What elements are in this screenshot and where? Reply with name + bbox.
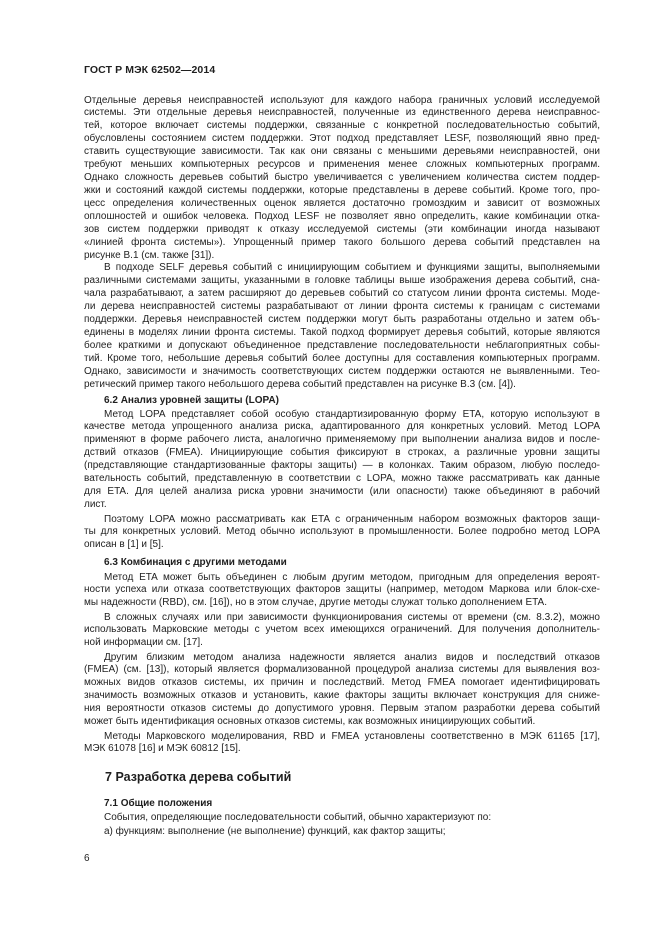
text-line: ния вероятности отказов системы до допустимого уровня. Первым этапом разработки дерева событий <box>84 703 600 715</box>
text-line: Отдельные деревья неисправностей используют для каждого набора граничных условий исследуемой <box>84 94 600 106</box>
text-line: Поэтому LOPA можно рассматривать как ETA с ограниченным набором возможных факторов защи- <box>104 513 600 525</box>
text-line: дствий отказов (FMEA). Инициирующие события фиксируют в строках, а различные уровни защиты <box>84 447 600 459</box>
section-heading-7 <box>84 770 621 785</box>
text-line: ли дерева неисправностей системы разрабатывают от линии фронта системы к границам с системами <box>84 300 600 312</box>
text-line: ретический пример такого небольшого дерева событий представлен на рисунке В.3 (см. [4]). <box>84 378 516 390</box>
list-item: а) функциям: выполнение (не выполнение) функций, как фактор защиты; <box>104 825 446 837</box>
text-line: Другим близким методом анализа надежности является анализ видов и последствий отказов <box>104 651 600 663</box>
section-number: 7 <box>105 769 112 784</box>
section-number: 7.1 <box>104 797 118 809</box>
text-line: тей, которое включает системы поддержки, связанные с конкретной последовательностью событий, <box>84 120 600 132</box>
text-line: различными системами защиты, указанными в головке таблицы выше изображения дерева событий, сна- <box>84 274 600 286</box>
text-line: (представляющие стандартизованные факторы защиты) — в колонках. Таким образом, любую последо- <box>84 460 600 472</box>
text-line: оплошностей и ошибок человека. Подход LESF не позволяет явно определить, какие комбинации отка- <box>84 211 600 223</box>
section-title: Анализ уровней защиты (LOPA) <box>120 394 279 406</box>
section-heading-6-2 <box>84 394 620 407</box>
paragraph <box>84 262 600 392</box>
text-line: обусловлены состоянием систем поддержки. Этот подход представляет LESF, позволяющий явно пред- <box>84 133 600 145</box>
text-line: требуют меньших компьютерных ресурсов и применения менее сложных компьютерных программ. <box>84 159 600 171</box>
text-line: тий. Кроме того, небольшие деревья событий более доступны для составления компьютерных программ. <box>84 352 600 364</box>
text-line: В сложных случаях или при зависимости функционирования системы от времени (см. 8.3.2), можно <box>104 611 600 623</box>
section-title: Общие положения <box>120 797 213 809</box>
text-line: чала разрабатывают, а затем расширяют до деревьев событий со статусом линии фронта системы. Моде- <box>84 287 600 299</box>
text-line: ной информации см. [17]. <box>84 637 203 649</box>
section-heading-7-1 <box>84 797 620 810</box>
text-line: ности успеха или отказа соответствующих факторов защиты (например, методом Маркова или блок-схе- <box>84 584 600 596</box>
text-line: Однако сложность деревьев событий быстро увеличивается с увеличением количества систем поддер- <box>84 172 600 184</box>
text-line: можных видов отказов системы, их причин и последствий. Метод FMEA помогает идентифицировать <box>84 677 600 689</box>
text-line: зов систем поддержки приводят к отказу исследуемой системы (эти комбинации иногда называют <box>84 224 600 236</box>
text-line: «линией фронта системы»). Упрощенный пример такого большого дерева событий представлен на <box>84 236 600 248</box>
paragraph <box>84 95 600 263</box>
text-line: вательность событий, представленную в соответствии с LOPA, можно также рассматривать как данные <box>84 473 600 485</box>
text-line: (FMEA) (см. [13]), который является формализованной процедурой анализа системы для выявления воз- <box>84 664 600 676</box>
section-number: 6.2 <box>104 394 118 406</box>
paragraph <box>84 612 600 651</box>
text-line: В подходе SELF деревья событий с инициирующим событием и функциями защиты, выполняемыми <box>104 262 600 273</box>
section-title: Комбинация с другими методами <box>120 556 287 568</box>
page-number: 6 <box>84 852 90 864</box>
text-line: ставить существующие зависимости. Так как они связаны с меньшими деревьями неисправностей, они <box>84 146 600 158</box>
paragraph <box>84 572 600 611</box>
paragraph <box>84 812 600 825</box>
text-line: МЭК 61078 [16] и МЭК 60812 [15]. <box>84 743 241 755</box>
text-line: События, определяющие последовательности событий, обычно характеризуют по: <box>104 811 492 823</box>
text-line: рисунке В.1 (см. также [31]). <box>84 249 215 261</box>
text-line: Однако, зависимости и значимость соответствующих систем поддержки остаются не выявленными. Тео- <box>84 365 600 377</box>
paragraph <box>84 652 600 730</box>
text-line: более краткими и допускают объединенное представление последовательности неблагоприятных собы- <box>84 339 600 351</box>
list <box>84 826 600 839</box>
text-line: системы. Эти отдельные деревья неисправностей, полученные из единственного дерева неисправнос- <box>84 107 600 119</box>
section-heading-6-3 <box>84 556 620 569</box>
text-line: единены в моделях линии фронта системы. Такой подход формирует деревья событий, которые являются <box>84 326 600 338</box>
running-header: ГОСТ Р МЭК 62502—2014 <box>84 63 216 76</box>
section-title: Разработка дерева событий <box>115 769 292 784</box>
text-line: мы надежности (RBD), см. [16]), но в этом случае, другие методы служат только дополнением ETA. <box>84 597 547 609</box>
text-line: цесс определения количественных оценок является достаточно громоздким и зависит от возможных <box>84 198 600 210</box>
text-line: лист. <box>84 499 107 511</box>
text-line: качестве метода упрощенного анализа риска, адаптированного для конкретных условий. Метод LOPA <box>84 421 600 433</box>
paragraph <box>84 731 600 757</box>
text-line: может быть идентификация основных отказов системы, как возможных инициирующих событий. <box>84 716 536 728</box>
text-line: описан в [1] и [5]. <box>84 539 164 551</box>
text-line: жки и состояний каждой системы поддержки, которые представлены в дереве событий. Кроме того, про- <box>84 185 600 197</box>
text-line: Метод LOPA представляет собой особую стандартизированную форму ETA, которую используют в <box>104 408 600 420</box>
text-line: для ETA. Для целей анализа риска уровни значимости (или опасности) также объединяют в рабочий <box>84 486 600 498</box>
text-line: Метод ETA может быть объединен с любым другим методом, пригодным для определения вероят- <box>104 571 600 583</box>
paragraph <box>84 409 600 513</box>
text-line: ты для конкретных условий. Метод обычно используют в промышленности. Более подробно метод LOPA <box>84 526 600 538</box>
text-line: использовать Марковские методы с учетом всех имеющихся ограничений. Для получения дополнитель- <box>84 624 600 636</box>
section-number: 6.3 <box>104 556 118 568</box>
text-line: Методы Марковского моделирования, RBD и FMEA установлены соответственно в МЭК 61165 [17], <box>104 730 600 742</box>
text-line: применяют в форме рабочего листа, аналогично применяемому при выполнении анализа видов и после- <box>84 434 600 446</box>
paragraph <box>84 514 600 553</box>
text-line: поддержки. Деревья неисправностей систем поддержки могут быть разработаны отдельно и затем объ- <box>84 313 600 325</box>
text-line: значимость возможных отказов и установить, какие факторы защиты включает конструкция для сниже- <box>84 690 600 702</box>
